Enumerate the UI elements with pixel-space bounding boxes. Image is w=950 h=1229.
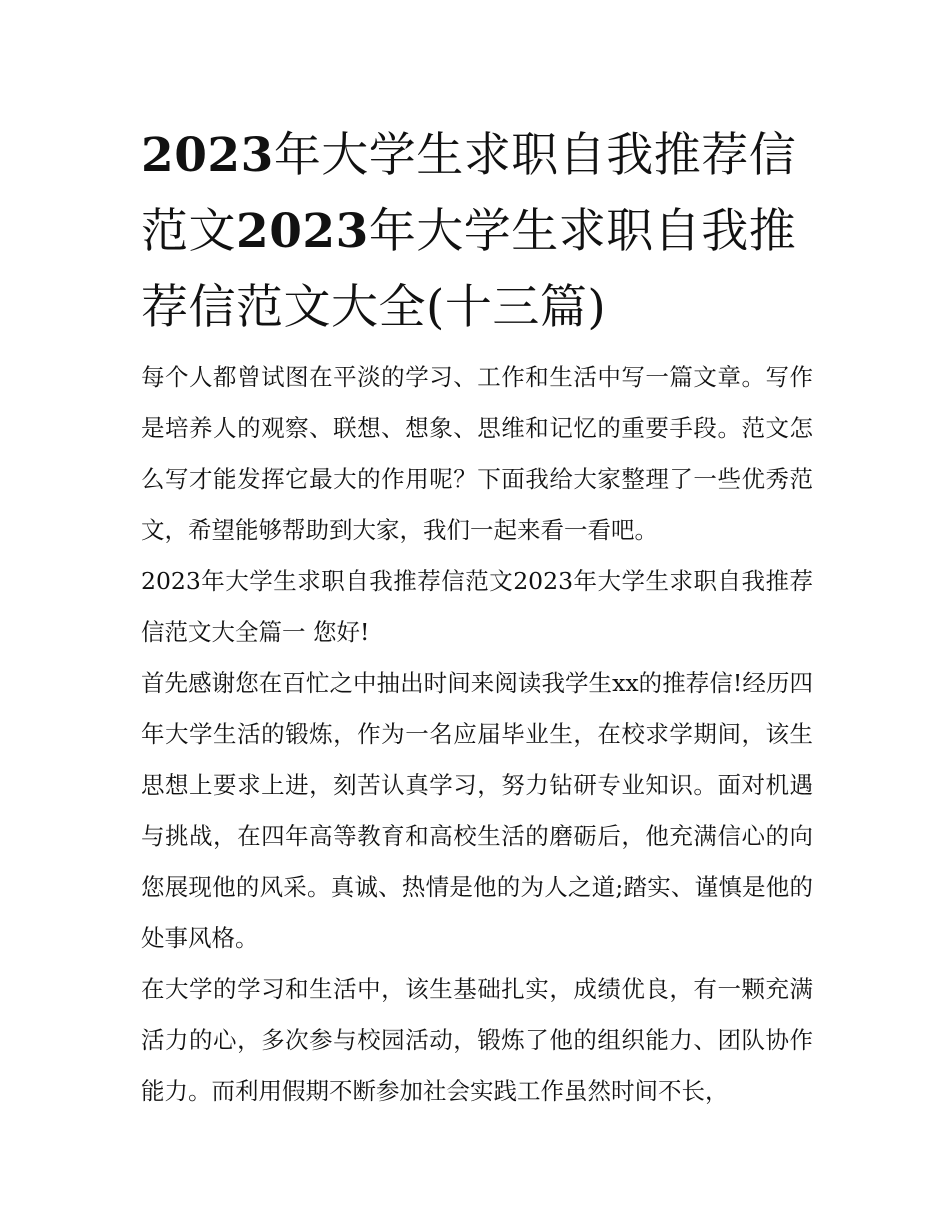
body-paragraph-1: 首先感谢您在百忙之中抽出时间来阅读我学生xx的推荐信!经历四年大学生活的锻炼，作为一名应届毕业生，在校求学期间，该生思想上要求上进，刻苦认真学习，努力钻研专业知识。面对机遇与挑战，在四年高等教育和高校生活的磨砺后，他充满信心的向您展现他的风采。真诚、热情是他的为人之道;踏实、谨慎是他的处事风格。 — [141, 669, 813, 952]
intro-paragraph: 每个人都曾试图在平淡的学习、工作和生活中写一篇文章。写作是培养人的观察、联想、想象、思维和记忆的重要手段。范文怎么写才能发挥它最大的作用呢？下面我给大家整理了一些优秀范文，希望能够帮助到大家，我们一起来看一看吧。 — [141, 363, 813, 544]
document-page — [141, 118, 813, 1117]
section-heading-paragraph: 2023年大学生求职自我推荐信范文2023年大学生求职自我推荐信范文大全篇一 您好! — [141, 567, 813, 646]
document-title: 2023年大学生求职自我推荐信范文2023年大学生求职自我推荐信范文大全(十三篇) — [141, 128, 797, 335]
body-paragraph-2: 在大学的学习和生活中，该生基础扎实，成绩优良，有一颗充满活力的心，多次参与校园活动，锻炼了他的组织能力、团队协作能力。而利用假期不断参加社会实践工作虽然时间不长， — [141, 975, 813, 1105]
